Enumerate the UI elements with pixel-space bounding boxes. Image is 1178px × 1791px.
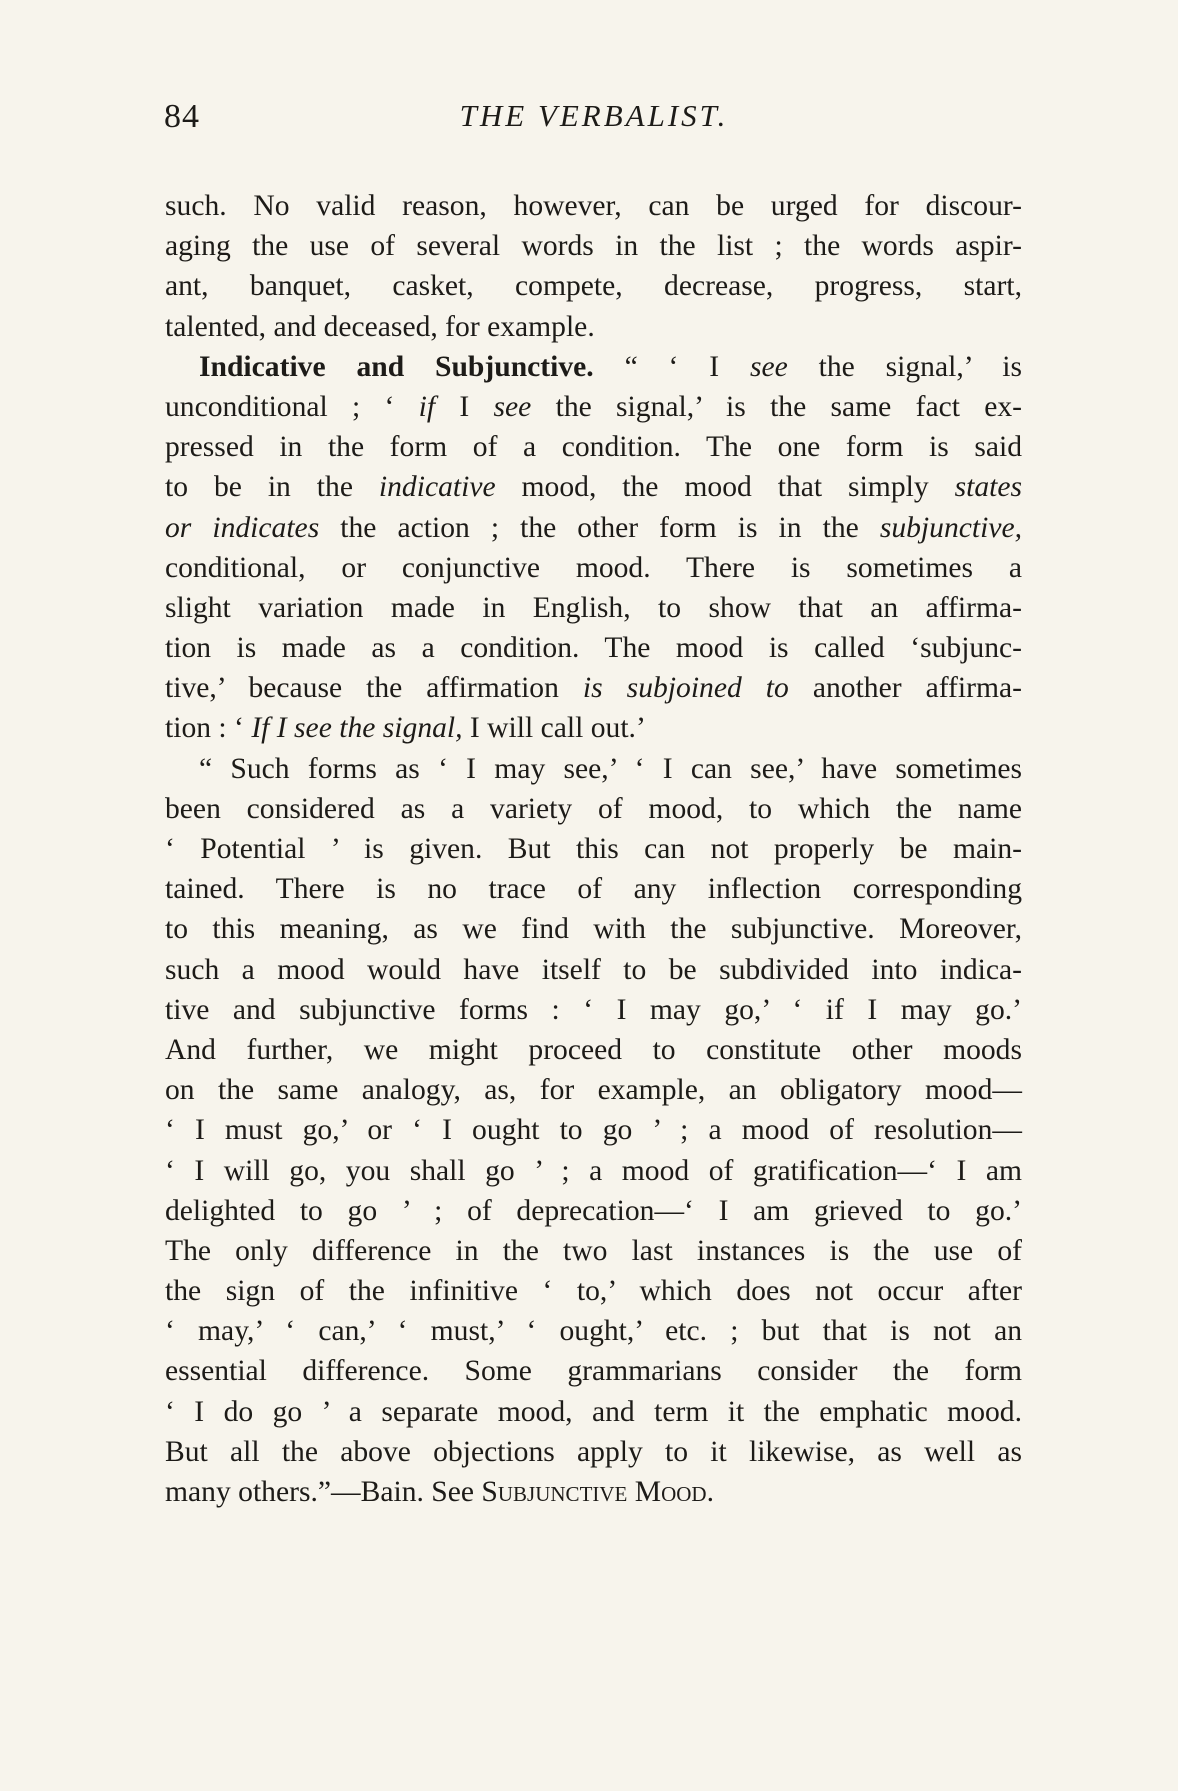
text-span: the action ; the other form is in the: [319, 511, 880, 544]
text-line: ‘ Potential ’ is given. But this can not properly be main-: [165, 833, 1022, 865]
text-line: on the same analogy, as, for example, an obligatory mood—: [165, 1074, 1022, 1107]
cross-reference: Subjunctive Mood.: [481, 1476, 714, 1508]
text-line: [165, 668, 1022, 708]
text-span: another affirma-: [788, 672, 1022, 705]
text-line: essential difference. Some grammarians consider the form: [165, 1355, 1022, 1388]
text-line: [165, 708, 1022, 748]
text-line: “ Such forms as ‘ I may see,’ ‘ I can see,’ have sometimes: [199, 752, 1022, 785]
text-span-italic: If I see the signal,: [251, 712, 463, 745]
text-span: many others.”—Bain. See: [165, 1476, 482, 1508]
text-line: such a mood would have itself to be subdivided into indica-: [165, 953, 1022, 986]
text-line: And further, we might proceed to constitute other moods: [165, 1033, 1022, 1066]
text-line: [165, 387, 1022, 427]
text-line: conditional, or conjunctive mood. There is sometimes a: [165, 551, 1022, 584]
text-span-italic: is subjoined to: [582, 672, 789, 705]
body-text: [165, 186, 1022, 1512]
text-line: tained. There is no trace of any inflection corresponding: [165, 873, 1022, 906]
text-line: [165, 508, 1022, 548]
text-span-italic: states: [954, 471, 1022, 504]
text-span-italic: subjunctive,: [879, 511, 1022, 544]
text-line: ‘ may,’ ‘ can,’ ‘ must,’ ‘ ought,’ etc. ; but that is not an: [165, 1315, 1022, 1348]
text-line: ant, banquet, casket, compete, decrease, progress, start,: [165, 270, 1022, 303]
text-line: ‘ I will go, you shall go ’ ; a mood of gratification—‘ I am: [165, 1154, 1022, 1187]
text-line: been considered as a variety of mood, to which the name: [165, 792, 1022, 825]
text-span-italic: indicative: [378, 471, 496, 504]
text-span: the signal,’ is: [787, 350, 1022, 383]
text-span: tion : ‘: [165, 712, 252, 745]
section-heading: Indicative and Subjunctive.: [199, 350, 594, 383]
text-line: But all the above objections apply to it likewise, as well as: [165, 1435, 1022, 1468]
text-span-italic: see: [493, 390, 532, 423]
text-line: delighted to go ’ ; of deprecation—‘ I am grieved to go.’: [165, 1194, 1022, 1227]
text-line: [165, 467, 1022, 507]
text-line: such. No valid reason, however, can be urged for discour-: [165, 190, 1022, 222]
running-head: [164, 98, 1024, 142]
text-line: ‘ I must go,’ or ‘ I ought to go ’ ; a mood of resolution—: [165, 1114, 1022, 1147]
text-span-italic: if: [418, 390, 436, 423]
text-span: to be in the: [165, 471, 379, 504]
text-span: the signal,’ is the same fact ex-: [531, 390, 1023, 423]
running-title: THE VERBALIST.: [459, 98, 729, 133]
page-number: 84: [164, 98, 200, 135]
text-span: mood, the mood that simply: [495, 471, 955, 504]
text-line: [165, 1472, 1022, 1512]
text-line: The only difference in the two last instances is the use of: [165, 1234, 1022, 1267]
text-span-italic: or indicates: [165, 511, 320, 544]
text-line: aging the use of several words in the list ; the words aspir-: [165, 230, 1022, 263]
text-line: the sign of the infinitive ‘ to,’ which does not occur after: [165, 1275, 1022, 1308]
text-line: ‘ I do go ’ a separate mood, and term it the emphatic mood.: [165, 1395, 1022, 1428]
text-line: slight variation made in English, to show that an affirma-: [165, 591, 1022, 624]
text-line: [165, 347, 1022, 387]
text-line: to this meaning, as we find with the subjunctive. Moreover,: [165, 913, 1022, 946]
text-span: tive,’ because the affirmation: [165, 672, 583, 705]
text-span: I: [435, 390, 494, 423]
text-line: tive and subjunctive forms : ‘ I may go,’ ‘ if I may go.’: [165, 993, 1022, 1026]
text-span: I will call out.’: [462, 712, 646, 745]
text-span: unconditional ; ‘: [165, 390, 419, 423]
text-span: “ ‘ I: [593, 350, 750, 383]
text-line: talented, and deceased, for example.: [165, 310, 595, 343]
text-line: pressed in the form of a condition. The one form is said: [165, 431, 1022, 464]
text-span-italic: see: [749, 350, 788, 383]
text-line: tion is made as a condition. The mood is called ‘subjunc-: [165, 632, 1022, 665]
